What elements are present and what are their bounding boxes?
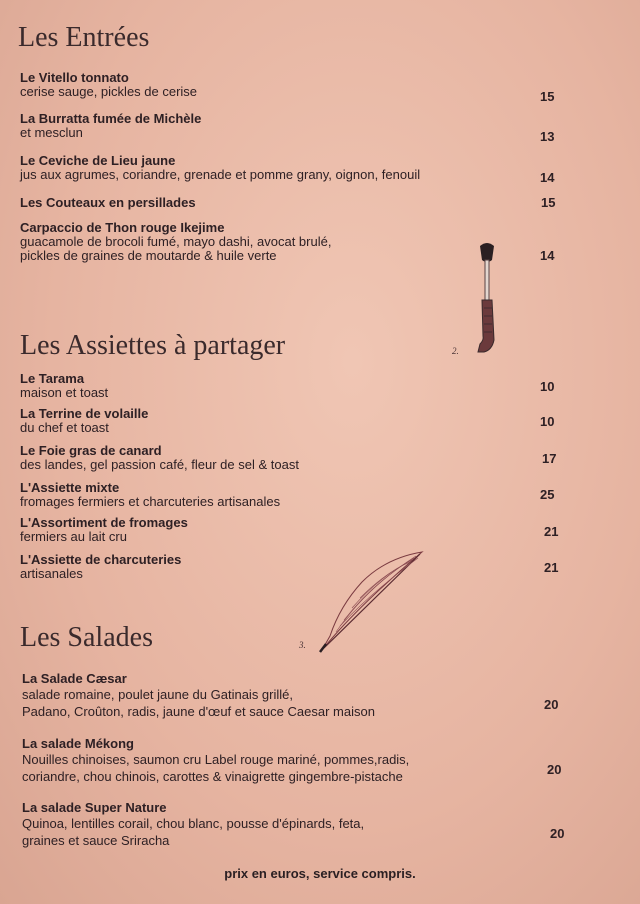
footer-note: prix en euros, service compris. <box>224 866 416 881</box>
item-desc: des landes, gel passion café, fleur de sel & toast <box>20 457 299 472</box>
item-name: Les Couteaux en persillades <box>20 195 196 210</box>
item-name: Carpaccio de Thon rouge Ikejime <box>20 220 225 235</box>
oyster-knife-icon <box>470 240 500 358</box>
menu-item <box>20 195 580 210</box>
feather-icon <box>316 548 428 654</box>
item-desc: Quinoa, lentilles corail, chou blanc, pousse d'épinards, feta, <box>22 816 365 831</box>
menu-item <box>20 111 580 140</box>
item-desc: Nouilles chinoises, saumon cru Label rouge mariné, pommes,radis, <box>22 752 410 767</box>
item-desc: guacamole de brocoli fumé, mayo dashi, avocat brulé, <box>20 234 332 249</box>
item-price: 14 <box>540 170 555 185</box>
menu-item <box>20 371 580 400</box>
decoration-number: 3. <box>299 640 306 650</box>
menu-item <box>20 515 580 544</box>
item-desc: cerise sauge, pickles de cerise <box>20 84 198 99</box>
item-price: 21 <box>544 524 559 539</box>
menu-item <box>20 552 580 581</box>
item-price: 14 <box>540 248 555 263</box>
item-price: 10 <box>540 414 555 429</box>
item-name: L'Assiette mixte <box>20 480 120 495</box>
item-price: 17 <box>542 451 557 466</box>
item-name: La salade Mékong <box>22 736 134 751</box>
menu-item <box>22 736 582 785</box>
item-price: 15 <box>540 89 555 104</box>
item-desc: du chef et toast <box>20 420 109 435</box>
menu-item <box>20 406 580 435</box>
item-price: 21 <box>544 560 559 575</box>
section-title-entrees: Les Entrées <box>18 22 150 53</box>
item-desc-line2: graines et sauce Sriracha <box>22 833 170 848</box>
item-name: La Burratta fumée de Michèle <box>20 111 202 126</box>
item-name: Le Tarama <box>20 371 85 386</box>
menu-item <box>20 153 580 182</box>
item-desc: fromages fermiers et charcuteries artisanales <box>20 494 281 509</box>
item-price: 10 <box>540 379 555 394</box>
item-price: 20 <box>547 762 562 777</box>
item-name: La salade Super Nature <box>22 800 167 815</box>
item-desc: salade romaine, poulet jaune du Gatinais grillé, <box>22 687 294 702</box>
item-desc: jus aux agrumes, coriandre, grenade et pomme grany, oignon, fenouil <box>20 167 421 182</box>
section-title-assiettes: Les Assiettes à partager <box>20 330 286 361</box>
item-name: La Terrine de volaille <box>20 406 149 421</box>
item-desc-line2: Padano, Croûton, radis, jaune d'œuf et sauce Caesar maison <box>22 704 375 719</box>
menu-item <box>22 800 582 849</box>
menu-item <box>20 70 580 99</box>
item-desc-line2: pickles de graines de moutarde & huile verte <box>20 248 277 263</box>
decoration-number: 2. <box>452 346 459 356</box>
item-desc-line2: coriandre, chou chinois, carottes & vinaigrette gingembre-pistache <box>22 769 403 784</box>
menu-item <box>20 443 580 472</box>
item-name: L'Assiette de charcuteries <box>20 552 182 567</box>
menu-item <box>22 671 582 720</box>
item-name: La Salade Cæsar <box>22 671 127 686</box>
item-price: 20 <box>550 826 565 841</box>
item-desc: artisanales <box>20 566 83 581</box>
item-price: 15 <box>541 195 556 210</box>
item-desc: et mesclun <box>20 125 83 140</box>
item-name: Le Foie gras de canard <box>20 443 162 458</box>
menu-item <box>20 480 580 509</box>
section-title-salades: Les Salades <box>20 622 153 653</box>
item-desc: fermiers au lait cru <box>20 529 127 544</box>
item-price: 25 <box>540 487 555 502</box>
item-name: L'Assortiment de fromages <box>20 515 188 530</box>
item-price: 13 <box>540 129 555 144</box>
item-desc: maison et toast <box>20 385 109 400</box>
item-price: 20 <box>544 697 559 712</box>
item-name: Le Ceviche de Lieu jaune <box>20 153 176 168</box>
item-name: Le Vitello tonnato <box>20 70 129 85</box>
